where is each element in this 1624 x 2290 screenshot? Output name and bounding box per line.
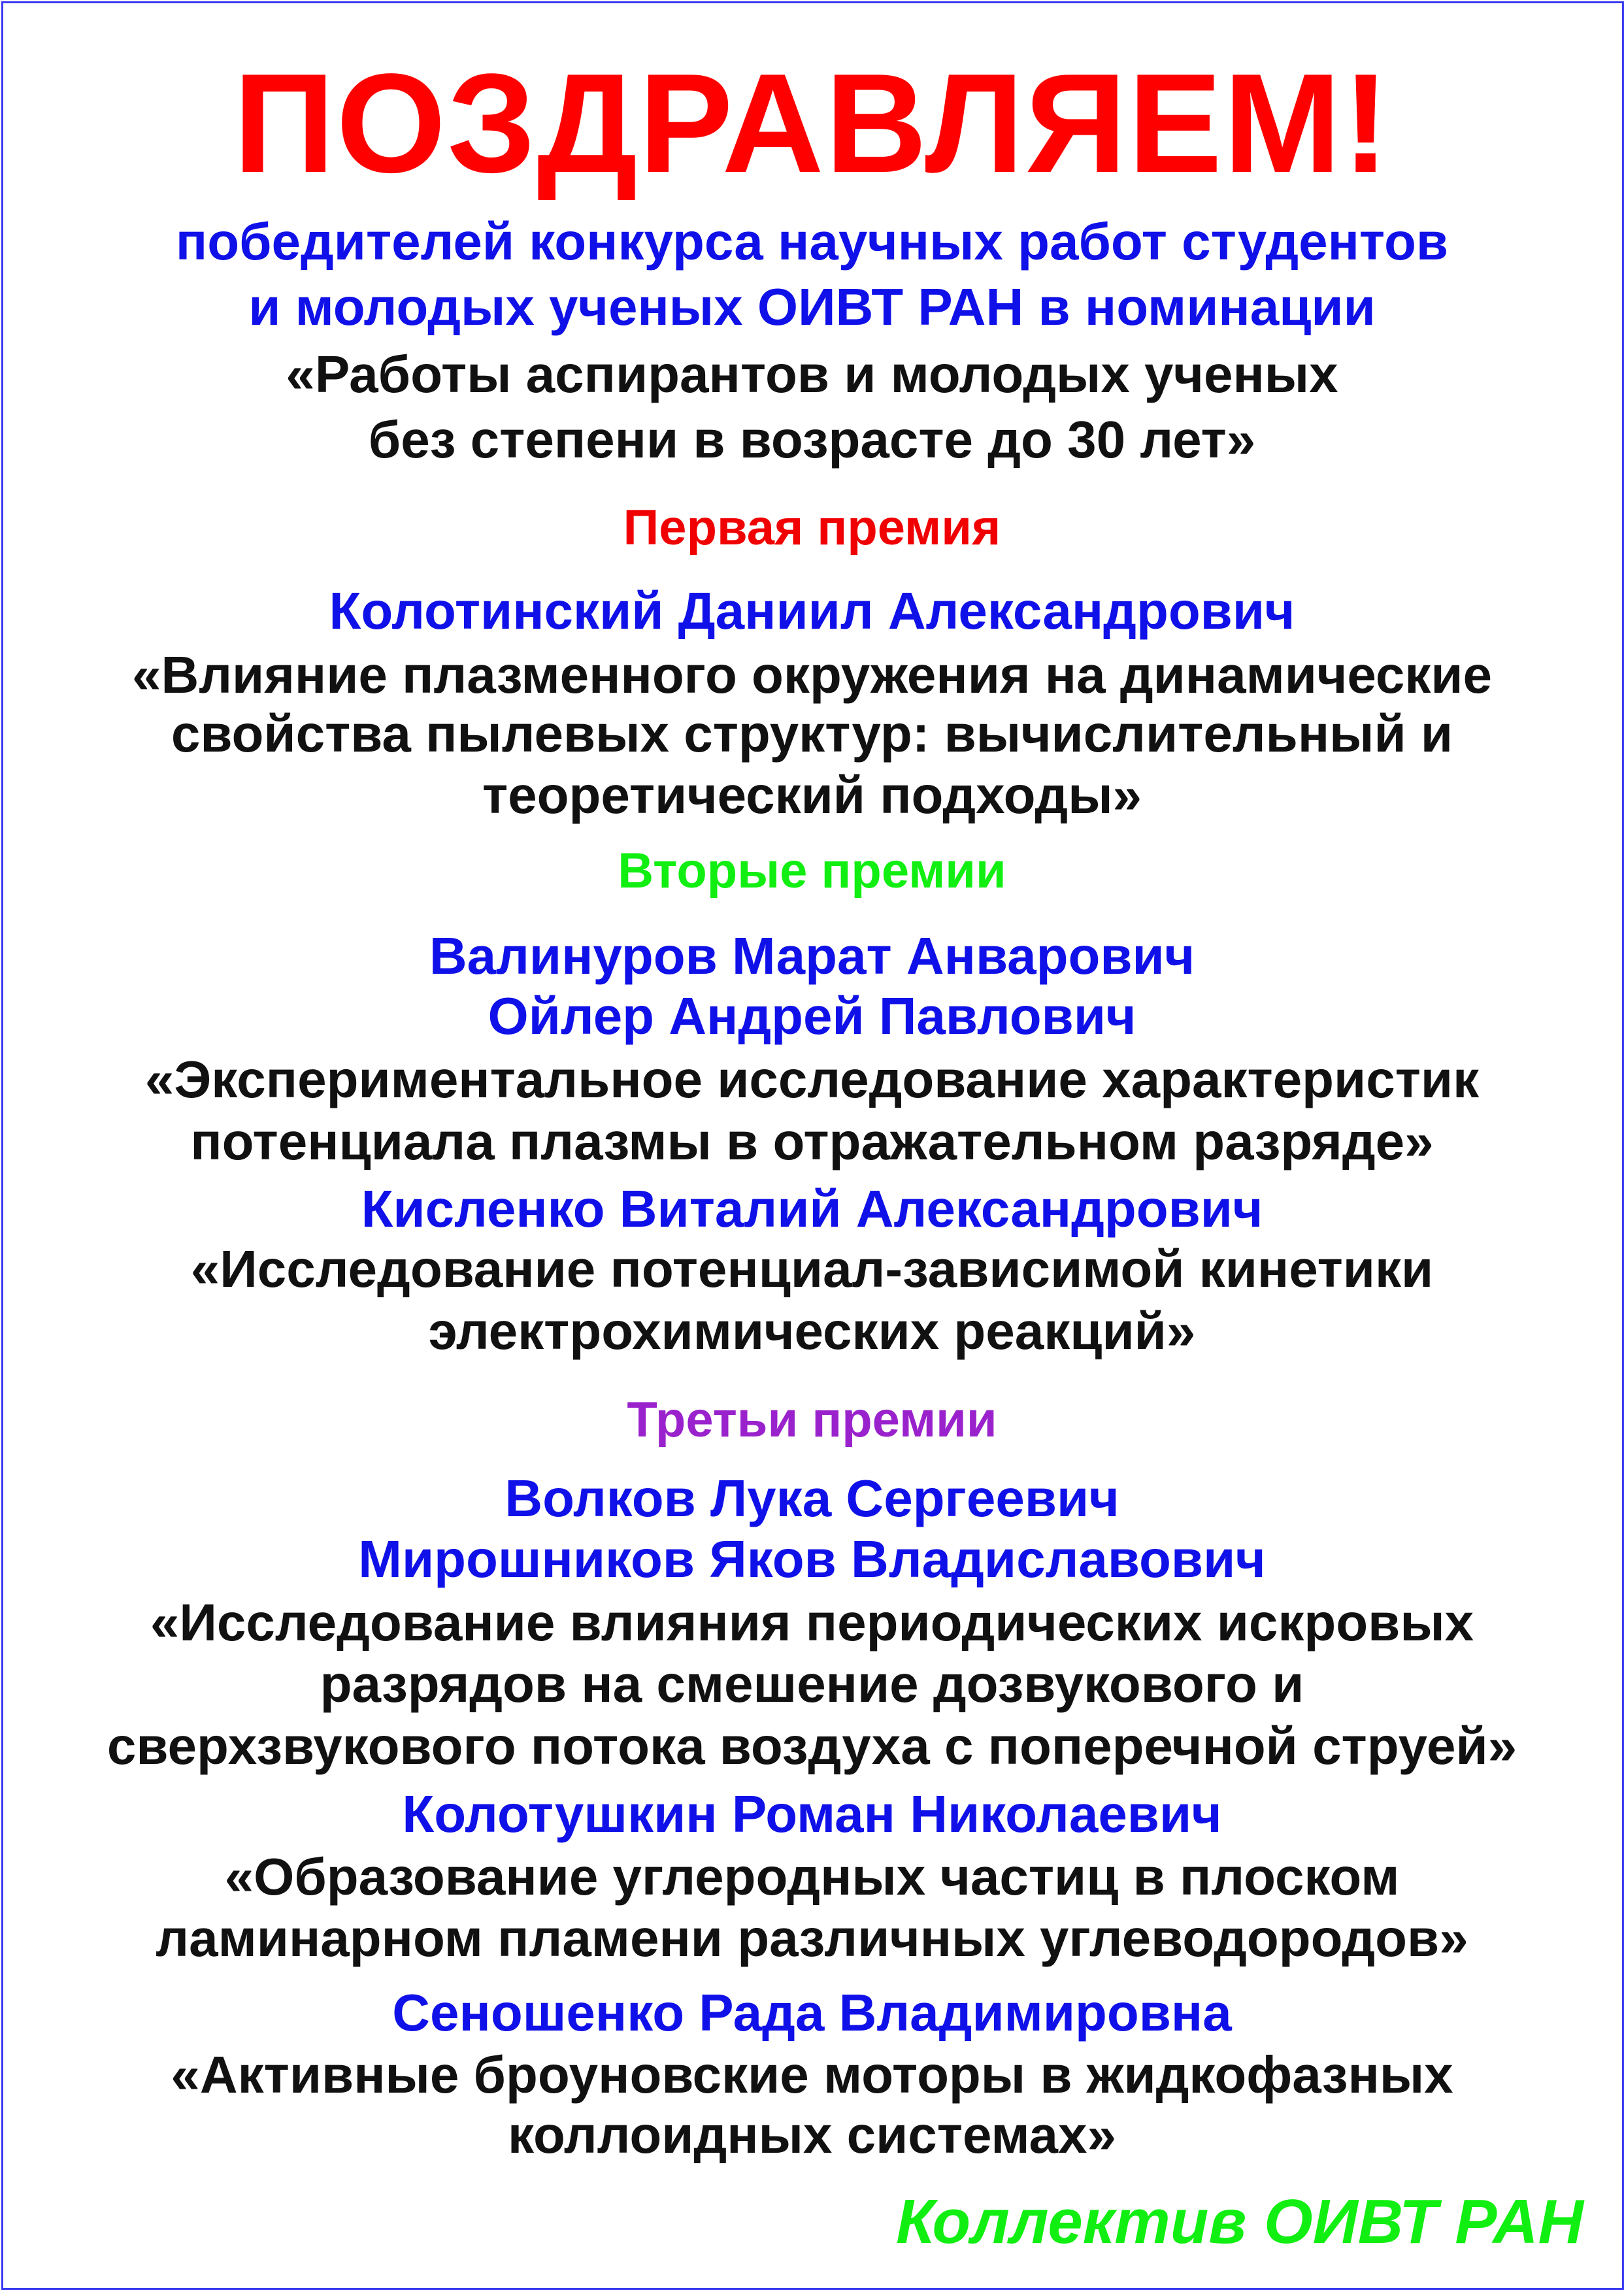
work-title-line: «Активные броуновские моторы в жидкофазных: [171, 2046, 1453, 2104]
headline: ПОЗДРАВЛЯЕМ!: [233, 44, 1391, 202]
nomination-line-2: без степени в возрасте до 30 лет»: [368, 410, 1256, 469]
work-title-line: сверхзвукового потока воздуха с поперечной струей»: [107, 1717, 1517, 1775]
third-prize-heading: Третьи премии: [627, 1392, 997, 1448]
work-title-line: свойства пылевых структур: вычислительный и: [171, 705, 1453, 763]
work-title-line: теоретический подходы»: [482, 766, 1142, 824]
signature: Коллектив ОИВТ РАН: [896, 2187, 1583, 2257]
work-title-line: электрохимических реакций»: [428, 1302, 1196, 1360]
winner-name: Колотушкин Роман Николаевич: [402, 1785, 1222, 1843]
work-title-line: «Экспериментальное исследование характеристик: [144, 1050, 1480, 1108]
work-title-line: ламинарном пламени различных углеводородов»: [156, 1909, 1468, 1967]
work-title-line: «Исследование влияния периодических искровых: [150, 1593, 1474, 1651]
work-title-line: разрядов на смешение дозвукового и: [320, 1655, 1304, 1713]
winner-name: Валинуров Марат Анварович: [429, 927, 1195, 985]
winner-name: Кисленко Виталий Александрович: [361, 1180, 1263, 1238]
winner-name: Сеношенко Рада Владимировна: [392, 1983, 1232, 2042]
work-title-line: «Исследование потенциал-зависимой кинетики: [190, 1240, 1434, 1298]
second-prize-heading: Вторые премии: [618, 843, 1006, 899]
work-title-line: потенциала плазмы в отражательном разряде»: [190, 1112, 1434, 1170]
first-prize-heading: Первая премия: [623, 500, 1001, 556]
nomination-line-1: «Работы аспирантов и молодых ученых: [286, 345, 1338, 403]
winner-name: Мирошников Яков Владиславович: [358, 1530, 1266, 1588]
winner-name: Колотинский Даниил Александрович: [329, 582, 1295, 640]
work-title-line: «Влияние плазменного окружения на динамические: [131, 646, 1493, 704]
intro-line-2: и молодых ученых ОИВТ РАН в номинации: [248, 278, 1376, 336]
work-title-line: «Образование углеродных частиц в плоском: [224, 1848, 1400, 1906]
work-title-line: коллоидных системах»: [507, 2106, 1116, 2164]
winner-name: Ойлер Андрей Павлович: [488, 987, 1136, 1045]
winner-name: Волков Лука Сергеевич: [505, 1469, 1119, 1527]
intro-line-1: победителей конкурса научных работ студентов: [175, 212, 1449, 271]
